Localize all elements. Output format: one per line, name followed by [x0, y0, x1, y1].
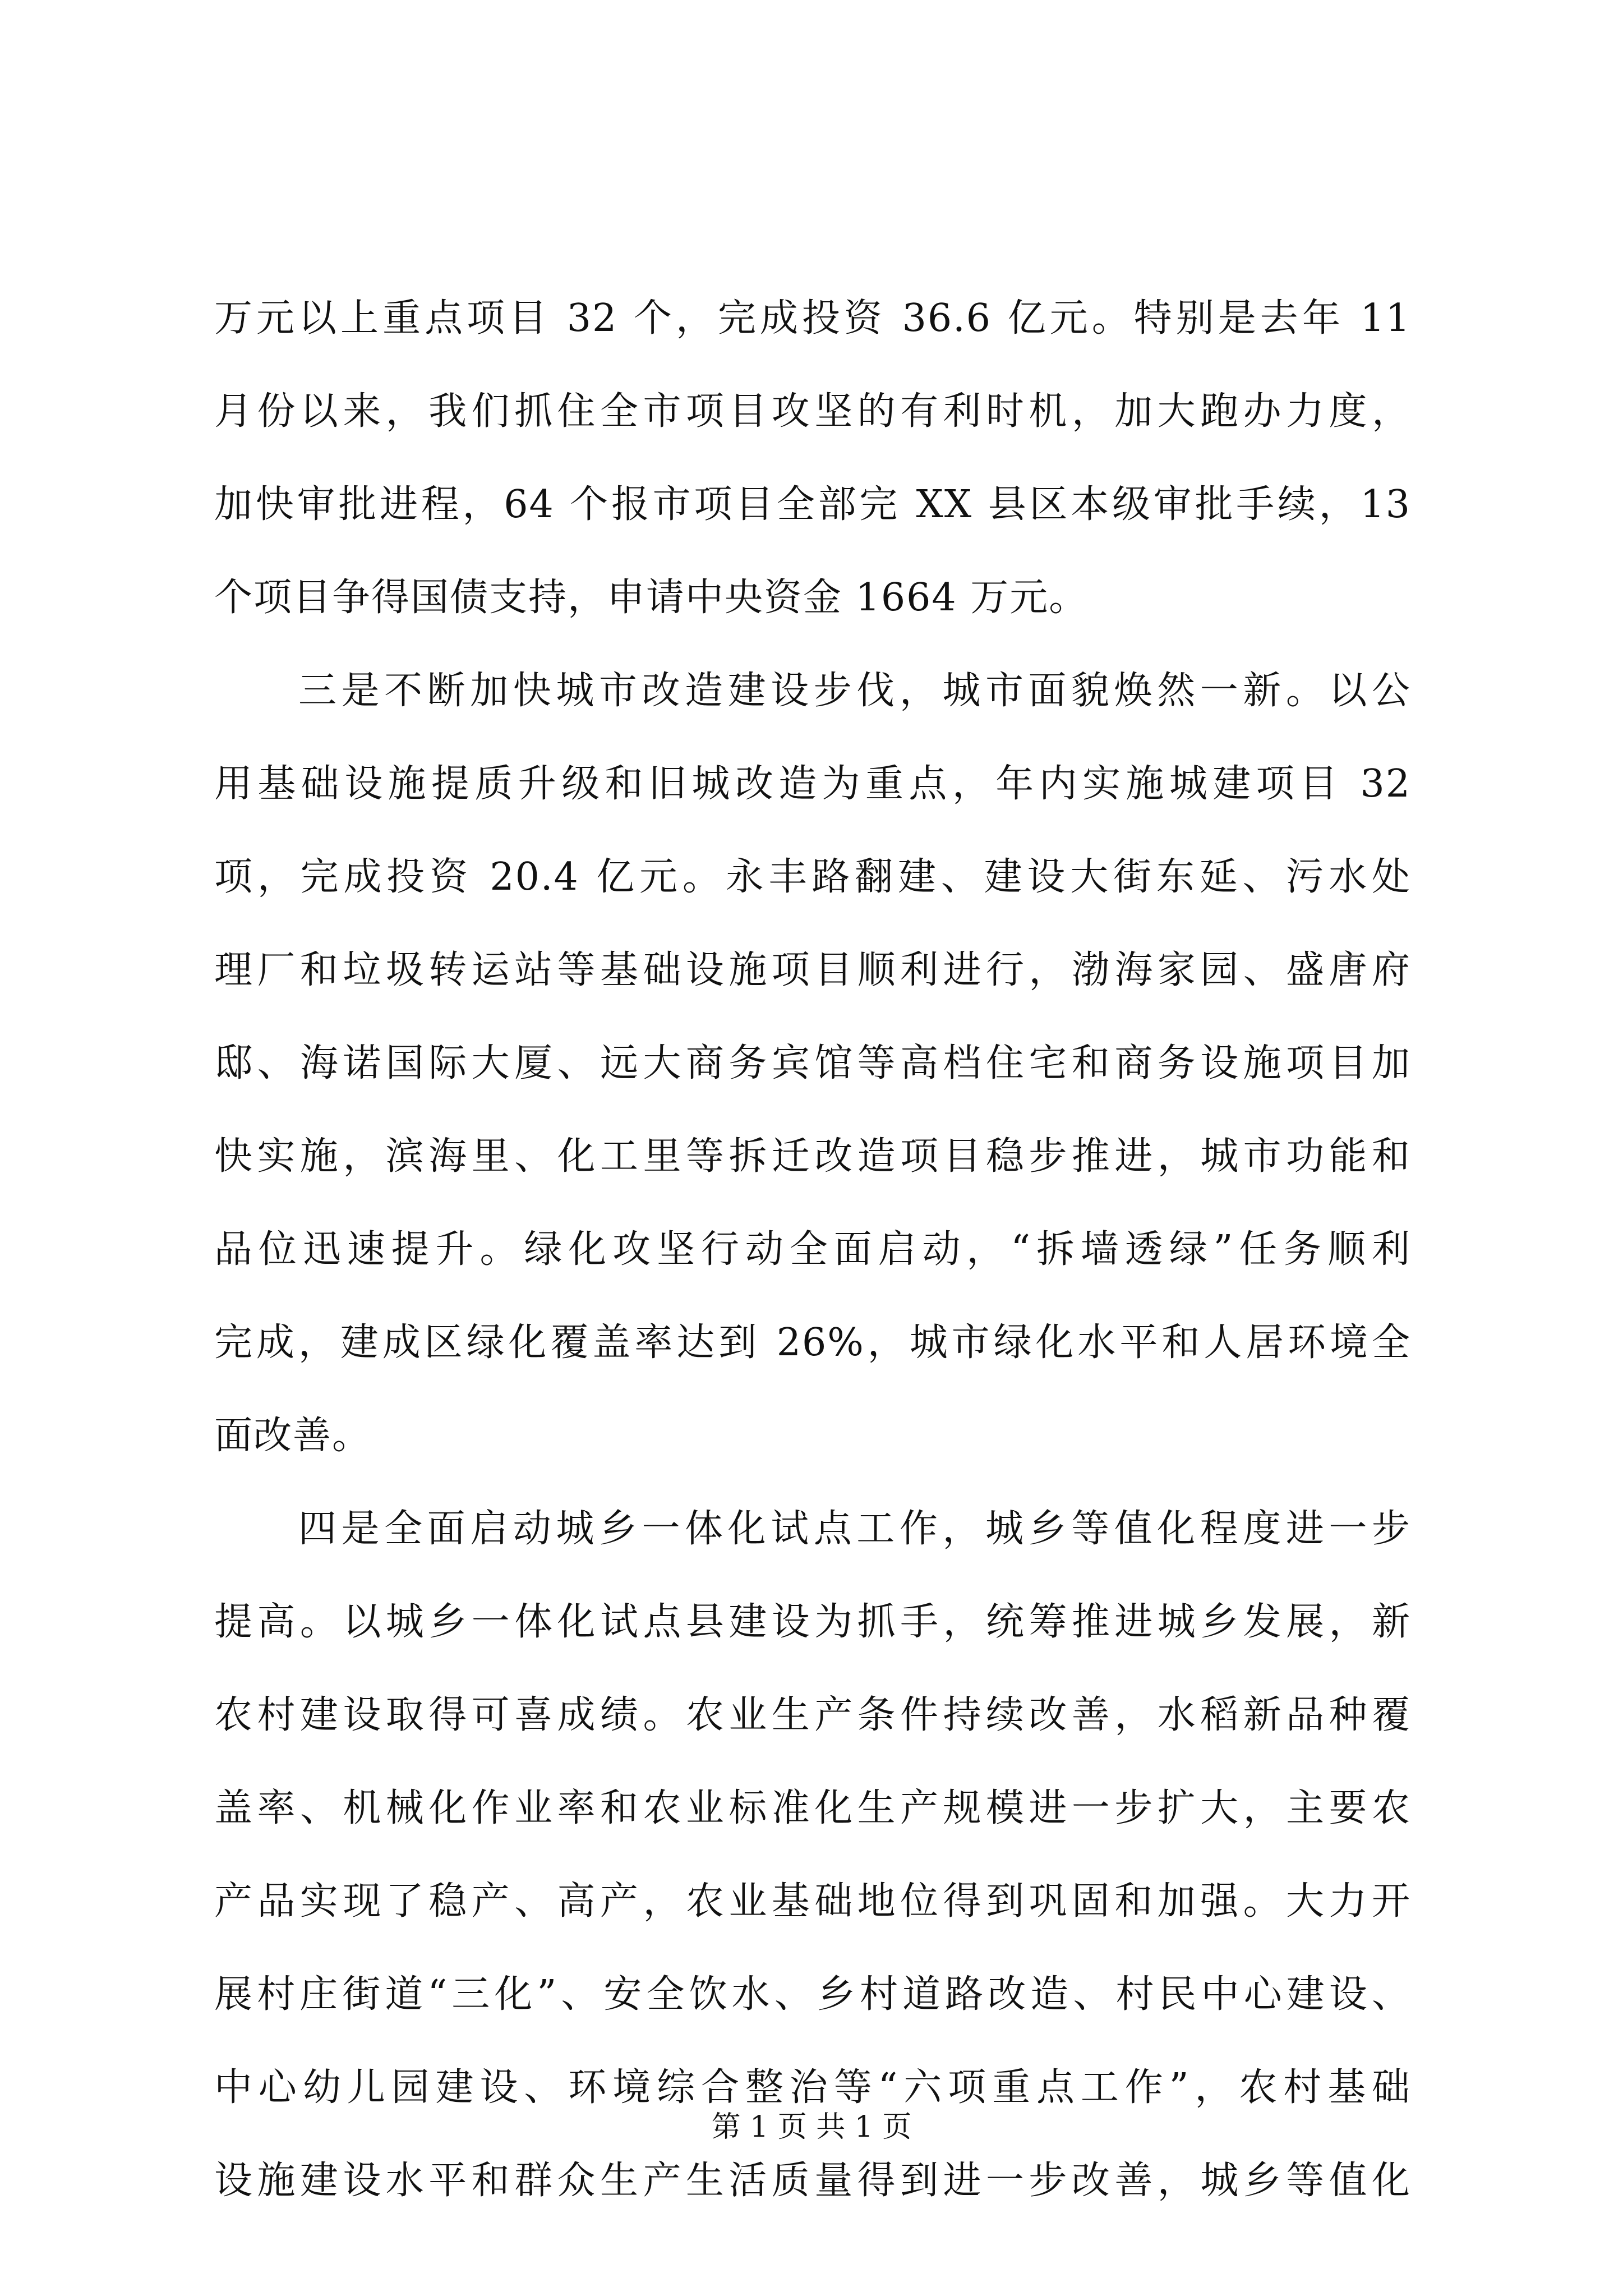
text-line: 理厂和垃圾转运站等基础设施项目顺利进行，渤海家园、盛唐府	[214, 948, 1411, 992]
text-line: 品位迅速提升。绿化攻坚行动全面启动，“拆墙透绿”任务顺利	[214, 1227, 1411, 1272]
text-line: 面改善。	[214, 1414, 372, 1458]
text-line: 提高。以城乡一体化试点县建设为抓手，统筹推进城乡发展，新	[214, 1600, 1411, 1644]
text-line: 中心幼儿园建设、环境综合整治等“六项重点工作”，农村基础	[214, 2065, 1411, 2110]
text-line: 快实施，滨海里、化工里等拆迁改造项目稳步推进，城市功能和	[214, 1134, 1411, 1179]
text-line: 万元以上重点项目 32 个，完成投资 36.6 亿元。特别是去年 11	[214, 296, 1411, 341]
paragraph-start-line: 三是不断加快城市改造建设步伐，城市面貌焕然一新。以公	[298, 669, 1411, 713]
text-line: 盖率、机械化作业率和农业标准化生产规模进一步扩大，主要农	[214, 1786, 1411, 1830]
text-line: 月份以来，我们抓住全市项目攻坚的有利时机，加大跑办力度，	[214, 389, 1411, 434]
document-body	[214, 296, 1411, 2252]
text-line: 邸、海诺国际大厦、远大商务宾馆等高档住宅和商务设施项目加	[214, 1041, 1411, 1085]
text-line: 个项目争得国债支持，申请中央资金 1664 万元。	[214, 576, 1089, 620]
paragraph-start-line: 四是全面启动城乡一体化试点工作，城乡等值化程度进一步	[298, 1507, 1411, 1551]
text-line: 设施建设水平和群众生产生活质量得到进一步改善，城乡等值化	[214, 2159, 1411, 2203]
text-line: 项，完成投资 20.4 亿元。永丰路翻建、建设大街东延、污水处	[214, 855, 1411, 899]
page-number-footer: 第 1 页 共 1 页	[711, 2110, 912, 2144]
text-line: 产品实现了稳产、高产，农业基础地位得到巩固和加强。大力开	[214, 1879, 1411, 1924]
text-line: 加快审批进程，64 个报市项目全部完 XX 县区本级审批手续，13	[214, 482, 1411, 527]
text-line: 完成，建成区绿化覆盖率达到 26%，城市绿化水平和人居环境全	[214, 1320, 1411, 1365]
text-line: 用基础设施提质升级和旧城改造为重点，年内实施城建项目 32	[214, 762, 1411, 806]
text-line: 农村建设取得可喜成绩。农业生产条件持续改善，水稻新品种覆	[214, 1693, 1411, 1737]
text-line: 展村庄街道“三化”、安全饮水、乡村道路改造、村民中心建设、	[214, 1972, 1411, 2017]
